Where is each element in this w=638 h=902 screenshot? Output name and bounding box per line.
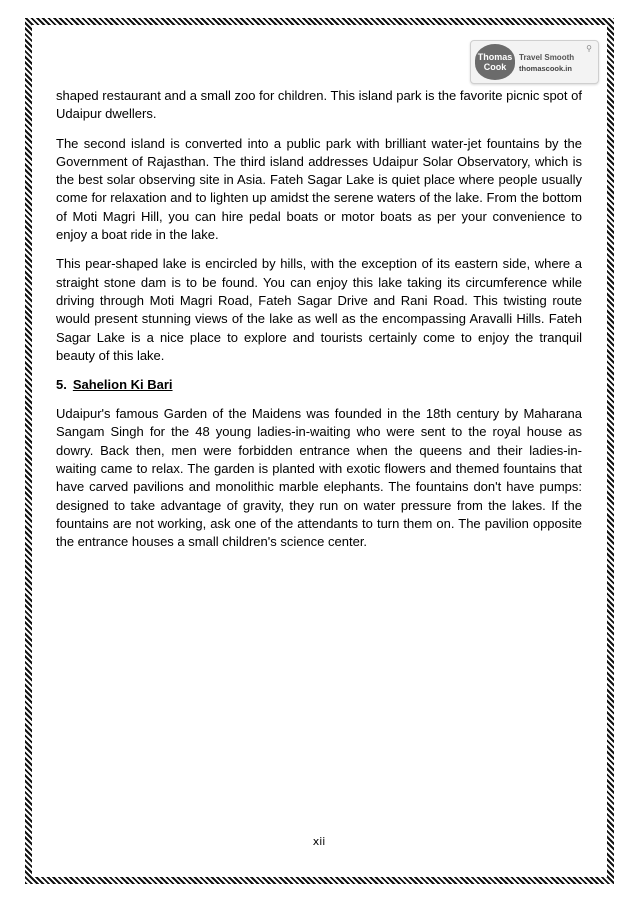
paragraph-2: The second island is converted into a public park with brilliant water-jet fountains by the Government of Rajasthan. The third island addresses Udaipur Solar Observatory, which is the best solar observing site in Asia. Fateh Sagar Lake is quiet place where people usually come for relaxation and to lighten up amidst the serene waters of the lake. From the bottom of Moti Magri Hill, you can hire pedal boats or motor boats as per your convenience to enjoy a boat ride in the lake. [56, 135, 582, 243]
section-title: Sahelion Ki Bari [72, 377, 173, 393]
logo-brand-line1: Thomas [477, 52, 513, 62]
page-number: xii [312, 835, 326, 848]
logo-badge [475, 44, 515, 80]
document-body [56, 87, 582, 563]
section-heading [56, 376, 582, 394]
paragraph-1: shaped restaurant and a small zoo for children. This island park is the favorite picnic spot of Udaipur dwellers. [56, 88, 582, 122]
section-paragraph: Udaipur's famous Garden of the Maidens was founded in the 18th century by Maharana Sangam Singh for the 48 young ladies-in-waiting who were sent to the royal house as dowry. Back then, men were forbidden entrance when the queens and their ladies-in-waiting came to relax. The garden is planted with exotic flowers and themed fountains that have carved pavilions and monolithic marble elephants. The fountains don't have pumps: designed to take advantage of gravity, they run on water pressure from the lakes. If the fountains are not working, ask one of the attendants to turn them on. The pavilion opposite the entrance houses a small children's science center. [56, 406, 582, 550]
stamp-icon: ⚲ [586, 44, 592, 53]
paragraph-3: This pear-shaped lake is encircled by hills, with the exception of its eastern side, where a straight stone dam is to be found. You can enjoy this lake taking its circumference while driving through Moti Magri Road, Fateh Sagar Drive and Rani Road. This twisting route would present stunning views of the lake as well as the encompassing Aravalli Hills. Fateh Sagar Lake is a nice place to explore and tourists certainly come to enjoy the tranquil beauty of this lake. [56, 256, 582, 363]
logo-tagline: Travel Smooth [519, 53, 575, 62]
section-number: 5. [56, 377, 67, 393]
thomas-cook-logo [470, 40, 599, 84]
logo-brand-line2: Cook [483, 62, 507, 72]
logo-url: thomascook.in [519, 64, 572, 73]
